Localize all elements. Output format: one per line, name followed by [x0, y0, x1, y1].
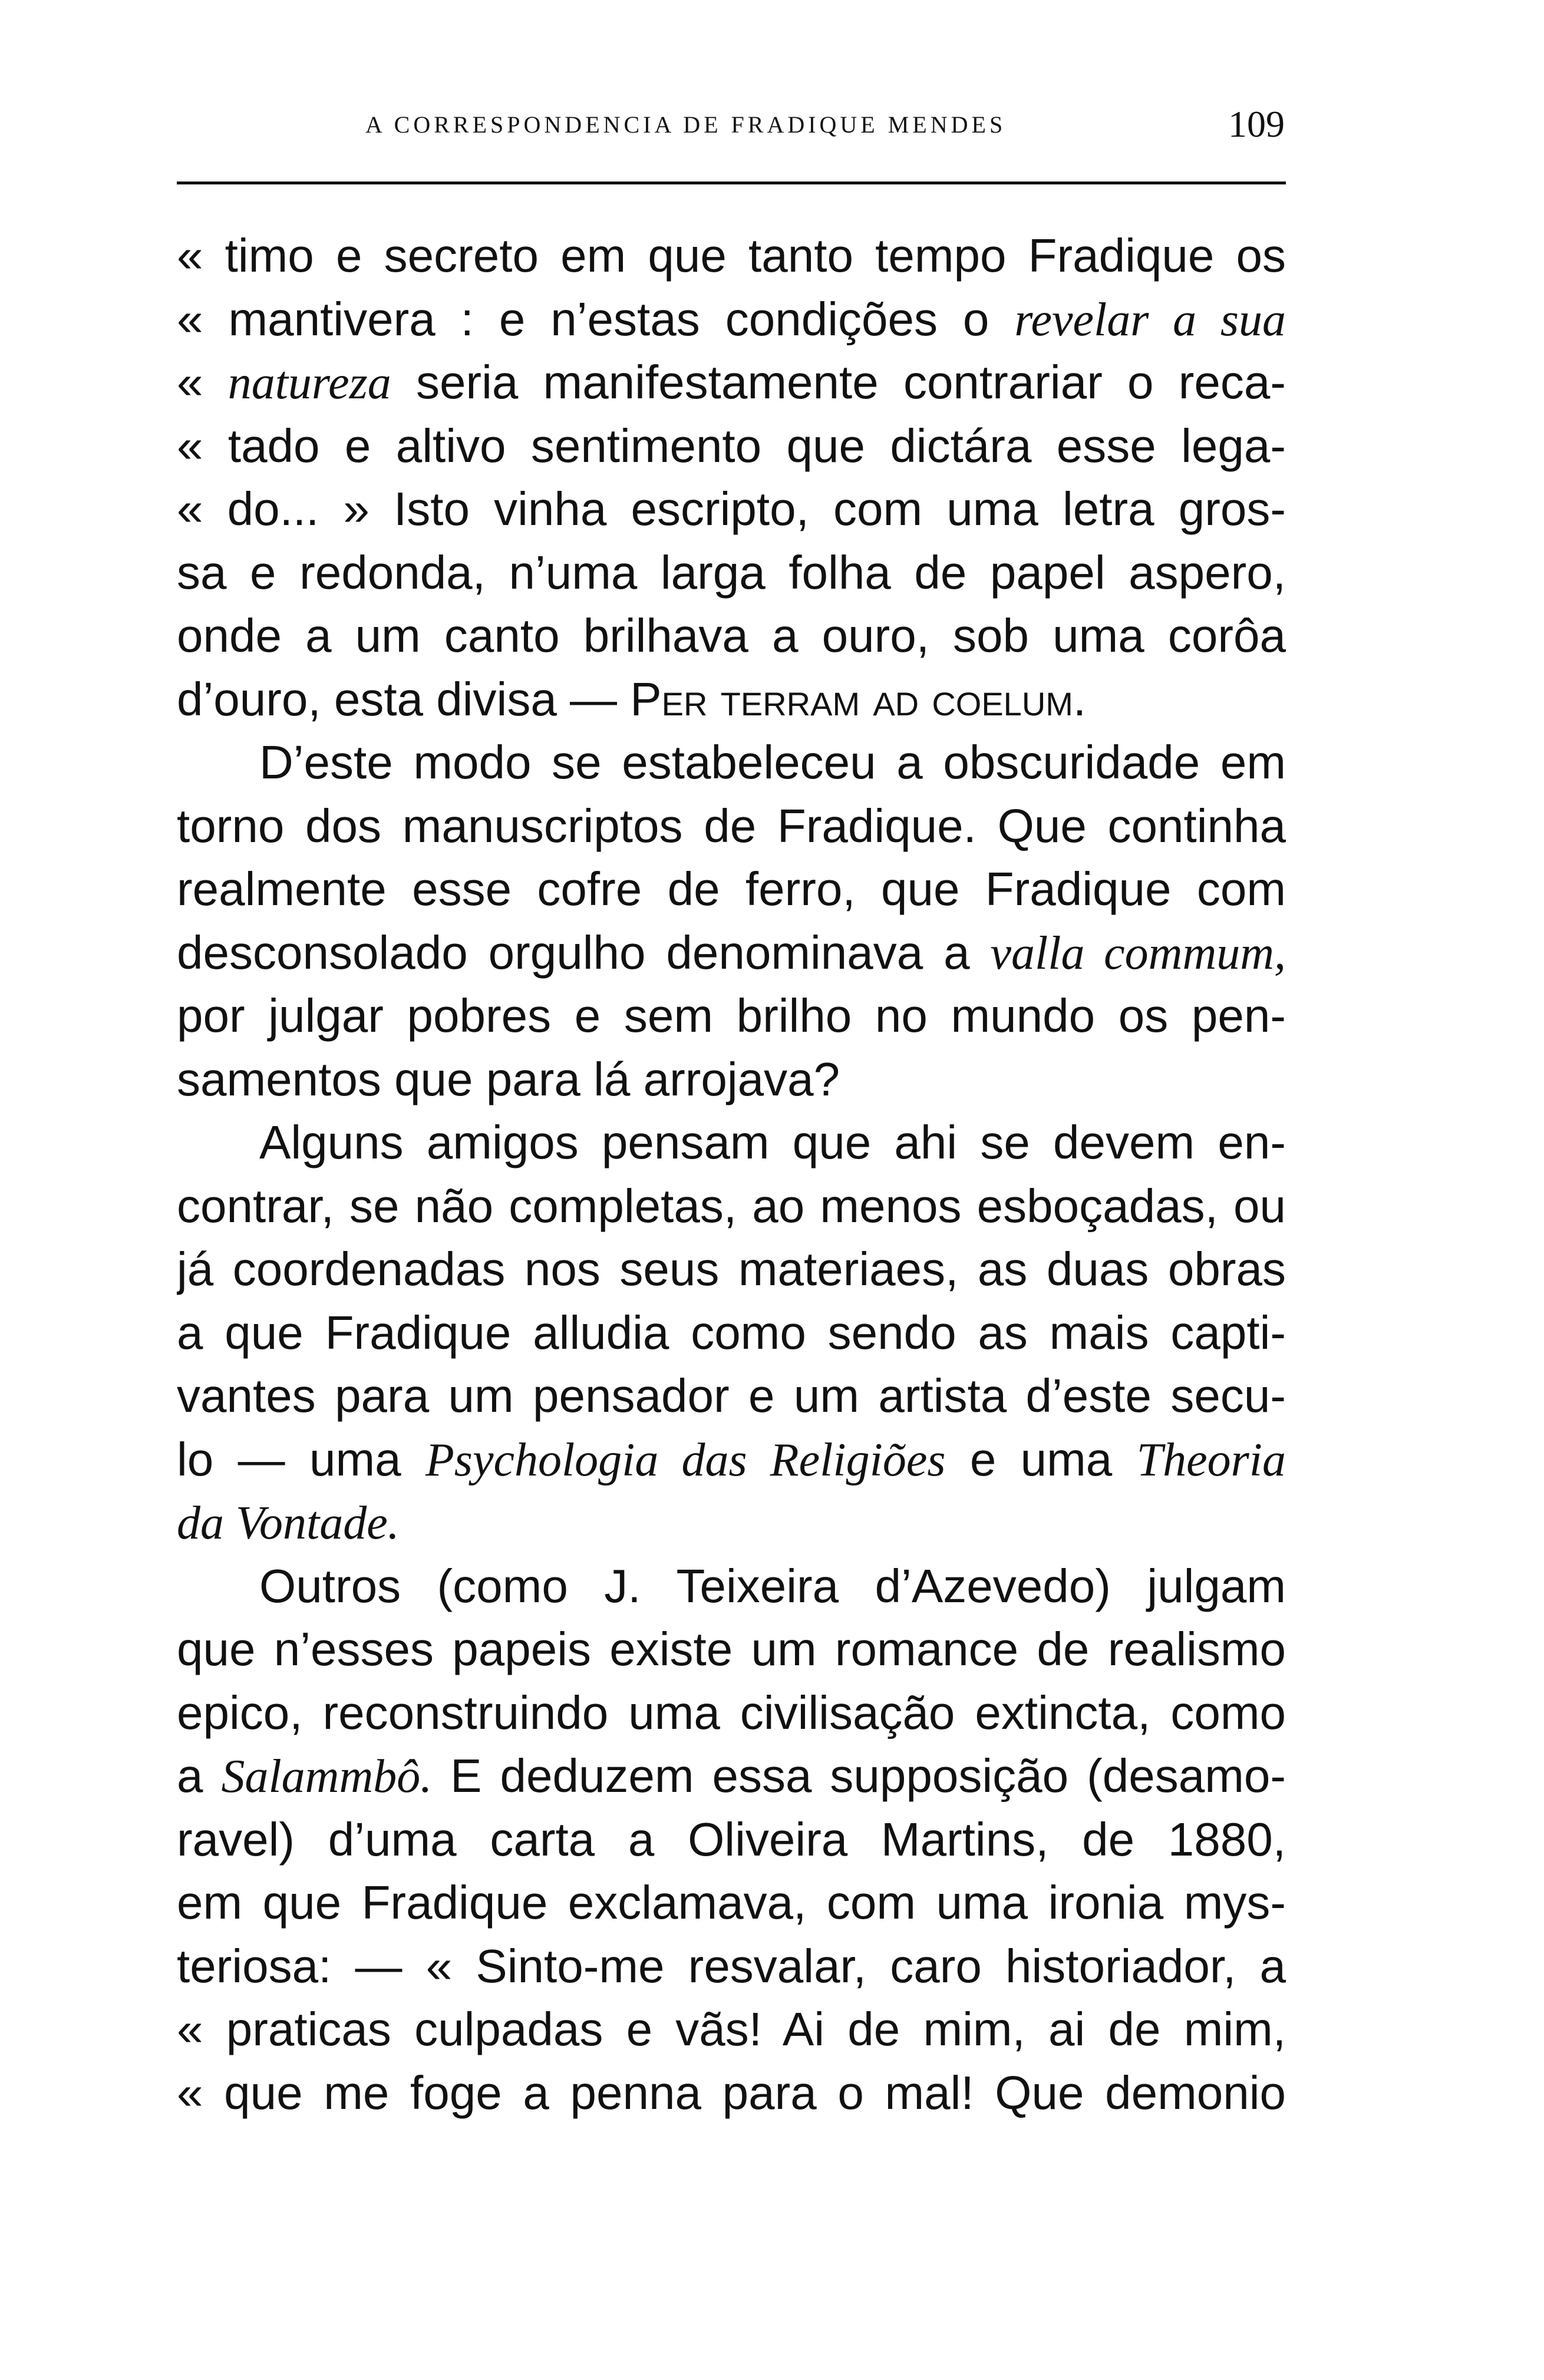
text-line-19: vantes para um pensador e um artista d’este secu-: [177, 1369, 1286, 1422]
text-line-30: « que me foge a penna para o mal! Que demonio: [177, 2066, 1286, 2119]
page-header: [177, 100, 1285, 165]
text-line-1: « timo e secreto em que tanto tempo Fradique os: [177, 229, 1286, 282]
text-line-26: ravel) d’uma carta a Oliveira Martins, de 1880,: [177, 1813, 1286, 1866]
text-line-28: teriosa: — « Sinto-me resvalar, caro historiador, a: [177, 1939, 1286, 1992]
header-rule: [177, 181, 1286, 184]
text-line-12: desconsolado orgulho denominava a valla commum,: [177, 926, 1286, 979]
text-line-14: samentos que para lá arrojava?: [177, 1052, 840, 1105]
text-line-7: onde a um canto brilhava a ouro, sob uma corôa: [177, 609, 1286, 662]
text-line-3: « natureza seria manifestamente contrariar o reca-: [177, 356, 1286, 409]
text-line-8: d’ouro, esta divisa — Per terram ad coelum.: [177, 672, 1087, 725]
text-line-21: da Vontade.: [177, 1497, 400, 1549]
text-line-4: « tado e altivo sentimento que dictára esse lega-: [177, 419, 1286, 472]
motto: Per terram ad coelum.: [630, 672, 1087, 725]
running-title: A CORRESPONDENCIA DE FRADIQUE MENDES: [365, 111, 1007, 138]
text-line-25: a Salammbô. E deduzem essa supposição (desamo-: [177, 1749, 1286, 1803]
text-line-13: por julgar pobres e sem brilho no mundo os pen-: [177, 989, 1286, 1042]
text-line-29: « praticas culpadas e vãs! Ai de mim, ai de mim,: [177, 2003, 1286, 2055]
text-line-11: realmente esse cofre de ferro, que Fradique com: [177, 863, 1286, 915]
body-text: [177, 224, 1286, 2124]
text-line-24: epico, reconstruindo uma civilisação extincta, como: [177, 1686, 1286, 1739]
text-line-15: Alguns amigos pensam que ahi se devem en-: [259, 1116, 1286, 1168]
text-line-23: que n’esses papeis existe um romance de realismo: [177, 1623, 1286, 1675]
text-line-22: Outros (como J. Teixeira d’Azevedo) julgam: [259, 1559, 1286, 1612]
page-number: 109: [1228, 103, 1285, 145]
text-line-27: em que Fradique exclamava, com uma ironia mys-: [177, 1876, 1286, 1929]
text-line-10: torno dos manuscriptos de Fradique. Que continha: [177, 799, 1286, 852]
text-line-18: a que Fradique alludia como sendo as mais capti-: [177, 1306, 1286, 1359]
text-line-16: contrar, se não completas, ao menos esboçadas, ou: [177, 1179, 1286, 1232]
text-line-17: já coordenadas nos seus materiaes, as duas obras: [177, 1243, 1286, 1295]
text-line-2: « mantivera : e n’estas condições o revelar a sua: [177, 292, 1286, 346]
text-line-9: D’este modo se estabeleceu a obscuridade em: [259, 736, 1286, 788]
text-line-5: « do... » Isto vinha escripto, com uma letra gros-: [177, 483, 1286, 535]
text-line-20: lo — uma Psychologia das Religiões e uma Theoria: [177, 1432, 1286, 1486]
text-line-6: sa e redonda, n’uma larga folha de papel aspero,: [177, 546, 1286, 599]
